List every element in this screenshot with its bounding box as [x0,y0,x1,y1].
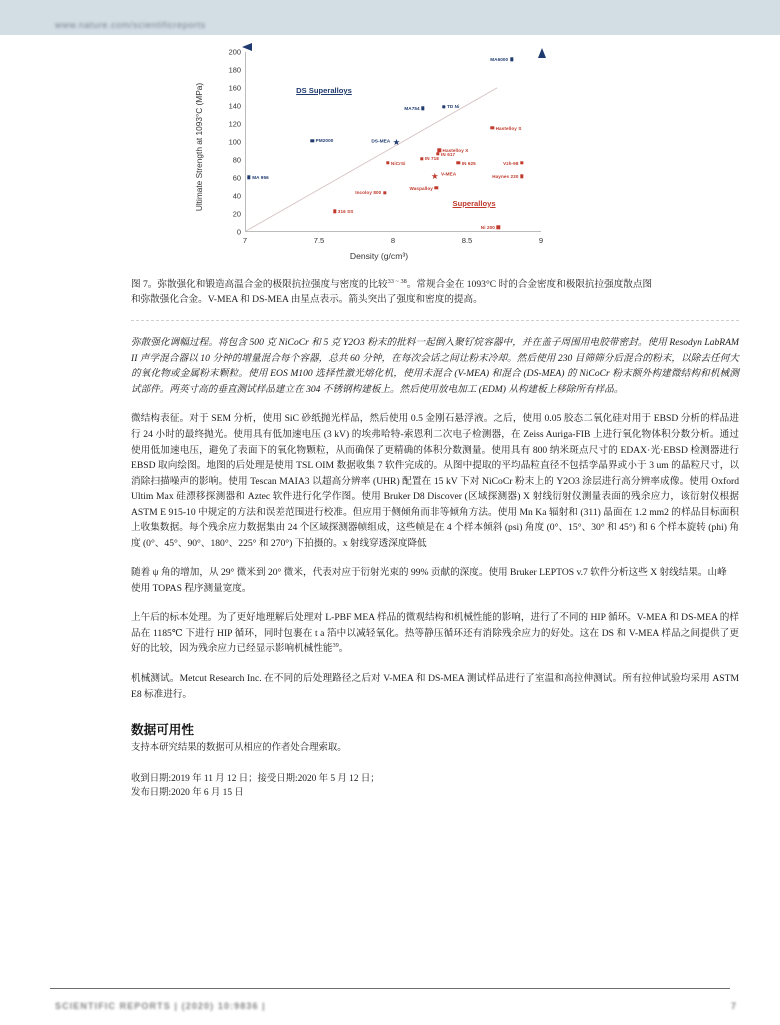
paragraph-topas: 使用 TOPAS 程序测量宽度。 [131,582,252,594]
y-tick: 80 [232,155,241,165]
data-point-in-625 [457,160,476,166]
data-point-label: 316 SS [337,208,354,214]
data-point-label: IN 625 [461,160,476,166]
marker [435,186,438,189]
post-processing-text: 上午后的标本处理。为了更好地理解后处理对 L-PBF MEA 样品的微观结构和机械性能的影响，进行了不同的 HIP 循环。V-MEA 和 DS-MEA 的样品在 1185℃ 下进行 HIP 循环，同时包裹在 t a 箔中以减轻氧化。热等静压循环还有消除残余应力的好处。这在 DS 和 V-MEA 样品之间提供了更好的比较，因为残余应力已经显示影响机械性能 [131,612,739,655]
paragraph-mechanical-testing: 机械测试。Metcut Research Inc. 在不同的后处理路径之后对 V-MEA 和 DS-MEA 测试样品进行了室温和高拉伸测试。所有拉伸试验均采用 ASTM E8 标准进行。 [131,673,739,700]
x-tick: 8.5 [461,236,473,245]
x-tick: 7.5 [313,236,325,245]
zone-label-superalloys: Superalloys [452,198,496,208]
publication-dates [131,772,739,801]
marker [386,161,389,164]
data-point-label: Incoloy 800 [355,189,382,195]
section-heading-data-availability: 数据可用性 [131,723,194,738]
marker [520,161,523,164]
y-tick: 40 [232,191,241,201]
data-point-waspalloy [409,185,438,191]
data-point-label: TD Ni [446,104,460,110]
marker [457,161,460,164]
y-tick: 0 [236,227,241,237]
scatter-plot [194,46,559,261]
data-point-haynes-230 [492,173,523,179]
data-point-label: Ni 200 [480,224,495,230]
data-point-316-ss [333,208,354,214]
section-divider [131,320,739,321]
data-point-hastelloy-s [491,125,522,131]
footer-page-number: 7 [730,1001,736,1011]
page-header-band [0,0,780,35]
data-point-label: Waspalloy [409,185,433,191]
data-point-label: IN 617 [441,151,456,157]
paragraph-microstructure-characterization: 微结构表征。对于 SEM 分析，使用 SiC 砂纸抛光样品，然后使用 0.5 金刚石悬浮液。之后，使用 0.05 胶态二氧化硅对用于 EBSD 分析的样品进行 24 小时的最终抛光。使用具有低加速电压 (3 kV) 的埃弗哈特-索恩利二次电子检测器，在 Zeiss Auriga-FIB 上进行氧化物体积分数分析。通过使用低加速电压，避免了表面下的氧化物颗粒，从而确保了更精确的体积分数测量。使用具有 800 纳米斑点尺寸的 EDAX·光·EBSD 检测器进行 EBSD 取向绘图。地图的后处理是使用 TSL OIM 数据收集 7 软件完成的。从图中提取的平均晶粒直径不包括孪晶界或小于 3 um 的晶粒尺寸，以消除扫描噪声的影响。使用 Tescan MAIA3 以超高分辨率 (UHR) 配置在 15 kV 下对 NiCoCr 粉末上的 Y2O3 涂层进行高分辨率成像。使用 Oxford Ultim Max 硅漂移探测器和 Aztec 软件进行化学作图。使用 Bruker D8 Discover (区域探测器) X 射线衍射仪测量表面的残余应力，该衍射仪根据 ASTM E 915-10 中规定的方法和误差范围进行校准。但应用于侧倾角而非等倾角方法。使用 Mn Ka 辐射和 (311) 晶面在 1.2 mm2 的样品目标面积上收集数据。每个残余应力数据集由 24 个区域探测器帧组成，这些帧是在 4 个样本倾斜 (psi) 角度 (0°、15°、30° 和 45°) 和 6 个样本旋转 (phi) 角度 (0°、45°、90°、180°、225° 和 270°) 下拍摄的。x 射线穿透深度降低 [131,413,739,549]
marker [442,105,445,108]
figure-caption [131,277,739,307]
footer-journal-info: SCIENTIFIC REPORTS | (2020) 10:9836 | [55,1001,266,1011]
zone-label-ds-superalloys: DS Superalloys [296,86,352,95]
running-head: www.nature.com/scientificreports [55,20,206,30]
y-tick: 120 [228,119,241,129]
data-point-label: MA 956 [252,174,269,180]
paragraph-dispersion-process: 弥散强化调幅过程。将包含 500 克 NiCoCr 和 5 克 Y2O3 粉末的批料一起倒入聚钌烷容器中，并在盖子周围用电胶带密封。使用 Resodyn LabRAM II 声学混合器以 10 分钟的增量混合每个容器，总共 60 分钟，在每次会话之间让粉末冷却。然后使用 230 目筛筛分后混合的粉末，以除去任何大的氧化物或金属粉末颗粒。使用 EOS M100 选择性激光熔化机，使用未混合 (V-MEA) 和混合 (DS-MEA) 的 NiCoCr 粉末额外构建微结构和机械测试部件。两英寸高的垂直测试样品建立在 304 不锈钢构建板上。然后使用放电加工 (EDM) 从构建板上移除所有样品。 [131,337,740,395]
caption-text-pre: 图 7。弥散强化和锻造高温合金的极限抗拉强度与密度的比较 [131,279,388,291]
data-point-vzh-98 [503,160,523,166]
data-point-pm2000 [311,138,334,144]
post-processing-reference: 39 [332,642,339,650]
strength-increase-arrow [536,44,548,234]
x-tick: 9 [538,236,544,245]
page-content [131,46,739,801]
data-point-label: V-MEA [440,172,457,178]
received-accepted-line: 收到日期:2019 年 11 月 12 日；接受日期:2020 年 5 月 12 日； [131,773,380,784]
marker [491,126,494,129]
x-axis-ticks [242,236,544,248]
paragraph-xray-depth: 随着 ψ 角的增加，从 29° 微米到 20° 微米，代表对应于衍射光束的 99% 贡献的深度。使用 Bruker LEPTOS v.7 软件分析这些 X 射线结果。山峰 [131,567,727,579]
caption-text-post: 。常规合金在 1093°C 时的合金密度和极限抗拉强度散点图 [406,279,653,291]
marker [311,139,314,142]
marker [497,226,500,229]
marker [383,191,386,194]
data-point-label: Haynes 230 [492,173,519,179]
y-tick: 160 [228,83,241,93]
density-decrease-arrow [238,41,542,53]
data-point-ma6000 [490,56,513,62]
data-point-label: IN 718 [424,155,439,161]
x-axis-label: Density (g/cm³) [349,251,409,261]
data-point-label: Hastelloy S [495,125,522,131]
caption-reference: 33 ~ 38 [387,278,407,285]
y-tick: 60 [232,173,241,183]
x-tick: 7 [242,236,248,245]
marker [420,157,423,160]
marker [333,210,336,213]
data-point-in-718 [420,155,439,161]
data-point-label: Hastelloy X [442,147,469,153]
y-tick: 20 [232,209,241,219]
plot-area [245,52,541,232]
marker [520,175,523,178]
data-point-label: PM2000 [315,138,334,144]
figure-7 [194,46,559,261]
data-point-ma754 [404,105,424,111]
data-point-ni-200 [480,224,500,230]
data-point-nicrsi [386,160,406,166]
data-point-ma-956 [247,174,269,180]
y-axis-ticks [213,47,241,237]
y-axis-label: Ultimate Strength at 1093°C (MPa) [194,82,204,212]
y-tick: 200 [228,47,241,57]
marker [247,176,250,179]
data-point-label: DS-MEA [371,138,391,144]
post-processing-text-end: 。 [338,643,349,655]
y-tick: 180 [228,65,241,75]
data-point-label: NiCrSi [390,160,406,166]
data-point-v-mea-star: ★ V-MEA [430,170,457,181]
y-tick: 140 [228,101,241,111]
footer-divider [50,988,730,989]
published-line: 发布日期:2020 年 6 月 15 日 [131,788,244,799]
data-point-td-ni [442,104,460,110]
data-point-ds-mea-star: ★ DS-MEA [371,137,401,148]
data-availability-text: 支持本研究结果的数据可从相应的作者处合理索取。 [131,743,347,754]
data-point-incoloy-800 [355,189,386,195]
y-tick: 100 [228,137,241,147]
x-tick: 8 [390,236,396,245]
marker [510,57,513,60]
caption-line-2: 和弥散强化合金。V-MEA 和 DS-MEA 由星点表示。箭头突出了强度和密度的提高。 [131,293,483,305]
paragraph-post-processing [131,610,739,657]
data-point-label: MA6000 [490,56,509,62]
data-point-label: Vzh-98 [503,160,519,166]
marker [421,107,424,110]
data-point-label: MA754 [404,105,420,111]
